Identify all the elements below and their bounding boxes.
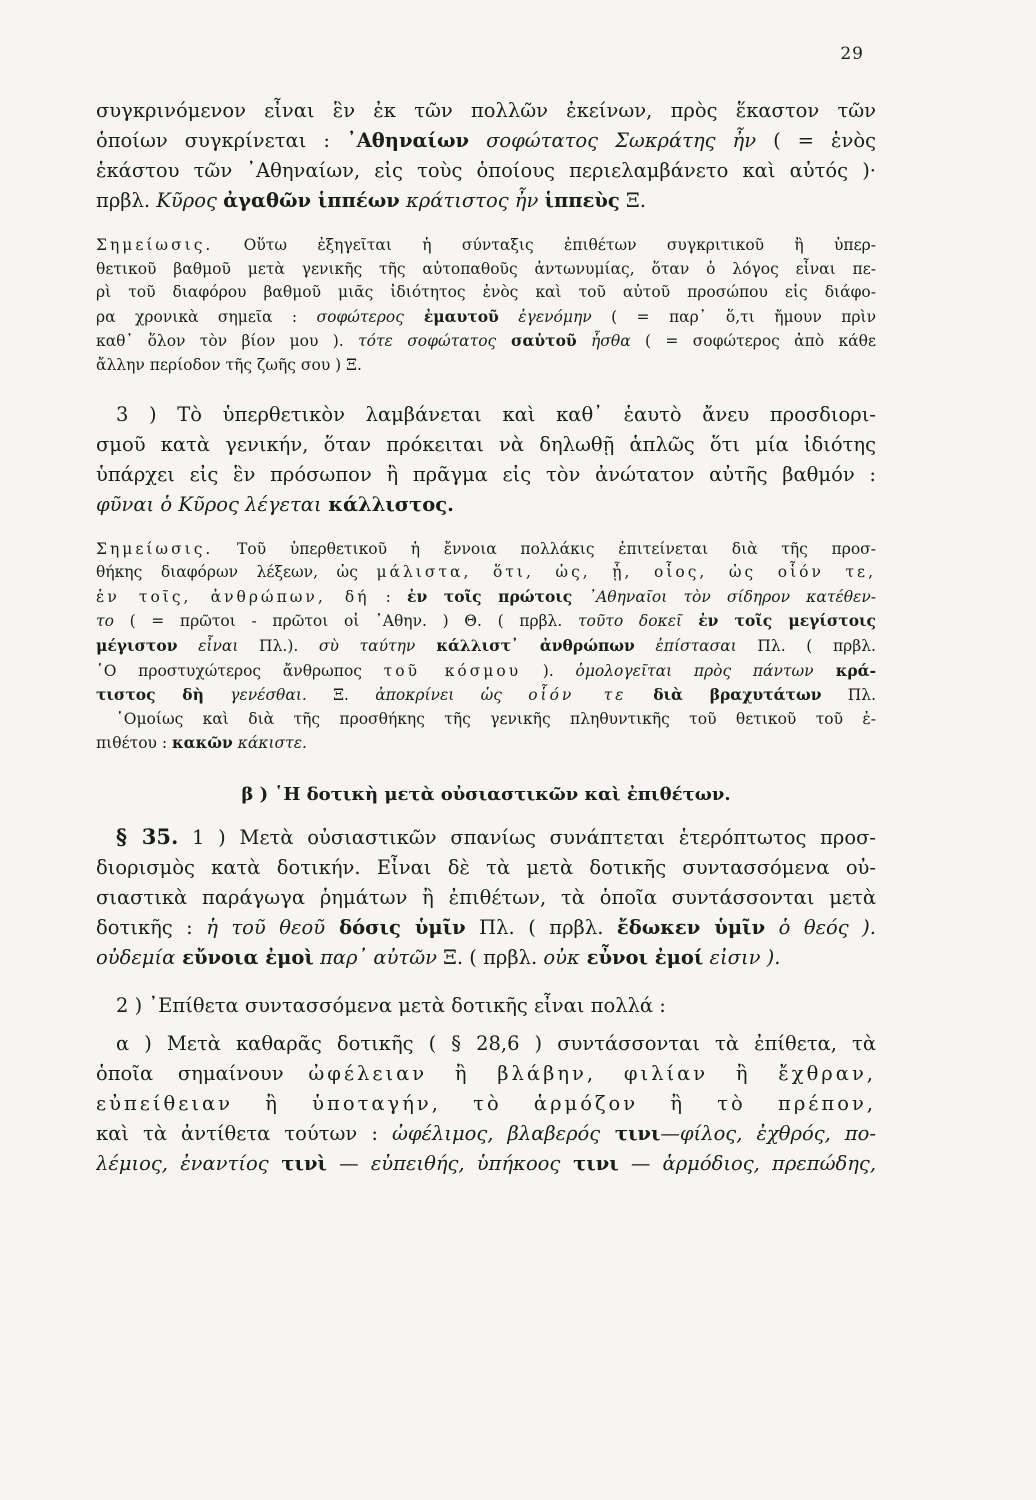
note-label: Σημείωσις. [96, 236, 214, 254]
text-line: δοτικῆς : ἡ τοῦ θεοῦ δόσις ὑμῖν Πλ. ( πρβλ. ἔδωκεν ὑμῖν ὁ θεός ). [96, 915, 876, 939]
text-line: § 35. 1 ) Μετὰ οὐσιαστικῶν σπανίως συνάπτεται ἑτερόπτωτος προσ- [116, 823, 876, 849]
text-line: μέγιστον εἶναι Πλ.). σὺ ταύτην κάλλιστ᾿ ἀνθρώπων ἐπίστασαι Πλ. ( πρβλ. [96, 635, 876, 655]
paragraph-comparative [96, 96, 876, 216]
note-intensifiers [96, 538, 876, 756]
text-line: Σημείωσις. Οὕτω ἐξηγεῖται ἡ σύνταξις ἐπιθέτων συγκριτικοῦ ἢ ὑπερ- [96, 236, 876, 254]
note-reflexive [96, 234, 876, 378]
text-line: Σημείωσις. Τοῦ ὑπερθετικοῦ ἡ ἔννοια πολλάκις ἐπιτείνεται διὰ τῆς προσ- [96, 539, 876, 558]
body-text [96, 96, 876, 1179]
text-line: σιαστικὰ παράγωγα ῥημάτων ἢ ἐπιθέτων, τὰ ὁποῖα συντάσσονται μετὰ [96, 885, 876, 909]
text-line: συγκρινόμενον εἶναι ἓν ἐκ τῶν πολλῶν ἐκείνων, πρὸς ἕκαστον τῶν [96, 99, 876, 122]
section-number: § 35. [116, 823, 179, 849]
text-line: ὑπάρχει εἰς ἓν πρόσωπον ἢ πρᾶγμα εἰς τὸν ἀνώτατον αὐτῆς βαθμόν : [96, 462, 876, 486]
section-heading: β ) ῾Η δοτικὴ μετὰ οὐσιαστικῶν καὶ ἐπιθέτων. [241, 783, 731, 805]
text-line: λέμιος, ἐναντίος τινὶ — εὐπειθής, ὑπήκοος τινι — ἁρμόδιος, πρεπώδης, [96, 1151, 876, 1175]
text-line: ῾Ο προστυχώτερος ἄνθρωπος τοῦ κόσμου ). ὁμολογεῖται πρὸς πάντων κρά- [96, 660, 876, 680]
text-line: το ( = πρῶτοι - πρῶτοι οἱ ᾿Αθην. ) Θ. ( πρβλ. τοῦτο δοκεῖ ἐν τοῖς μεγίστοις [96, 611, 876, 631]
text-line: α ) Μετὰ καθαρᾶς δοτικῆς ( § 28,6 ) συντάσσονται τὰ ἐπίθετα, τὰ [116, 1031, 876, 1055]
section-35 [96, 822, 876, 973]
text-line: εὐπείθειαν ἢ ὑποταγήν, τὸ ἁρμόζον ἢ τὸ πρέπον, [96, 1091, 876, 1115]
paragraph-alpha [96, 1029, 876, 1179]
text-line: 2 ) ᾿Επίθετα συντασσόμενα μετὰ δοτικῆς εἶναι πολλά : [116, 993, 666, 1017]
text-line: ἐν τοῖς, ἀνθρώπων, δή : ἐν τοῖς πρώτοις ᾿Αθηναῖοι τὸν σίδηρον κατέθεν- [96, 586, 876, 606]
text-line: ρὶ τοῦ διαφόρου βαθμοῦ μιᾶς ἰδιότητος ἑνὸς καὶ τοῦ αὐτοῦ προσώπου εἰς διάφο- [96, 283, 876, 302]
text-line: τιστος δὴ γενέσθαι. Ξ. ἀποκρίνει ὡς οἷόν τε διὰ βραχυτάτων Πλ. [96, 685, 876, 705]
text-line: πρβλ. Κῦρος ἀγαθῶν ἱππέων κράτιστος ἦν ἱππεὺς Ξ. [96, 189, 646, 212]
paragraph-superlative [96, 400, 876, 520]
text-line: καὶ τὰ ἀντίθετα τούτων : ὠφέλιμος, βλαβερός τινι—φίλος, ἐχθρός, πο- [96, 1121, 876, 1145]
text-line: ῾Ομοίως καὶ διὰ τῆς προσθήκης τῆς γενικῆς πληθυντικῆς τοῦ θετικοῦ τοῦ ἐ- [116, 709, 876, 728]
text-line: φῦναι ὁ Κῦρος λέγεται κάλλιστος. [96, 492, 454, 516]
text-line: ἄλλην περίοδον τῆς ζωῆς σου ) Ξ. [96, 355, 362, 374]
text-line: θήκης διαφόρων λέξεων, ὡς μάλιστα, ὅτι, ὡς, ᾗ, οἷος, ὡς οἷόν τε, [96, 563, 876, 582]
text-line: οὐδεμία εὔνοια ἐμοὶ παρ᾿ αὐτῶν Ξ. ( πρβλ. οὐκ εὖνοι ἐμοί εἰσιν ). [96, 945, 781, 969]
text-line: ἑκάστου τῶν ᾿Αθηναίων, εἰς τοὺς ὁποίους περιελαμβάνετο καὶ αὐτός )· [96, 159, 876, 182]
text-line: ρα χρονικὰ σημεῖα : σοφώτερος ἐμαυτοῦ ἐγενόμην ( = παρ᾿ ὅ,τι ἤμουν πρὶν [96, 306, 876, 326]
text-line: ὁποῖα σημαίνουν ὠφέλειαν ἢ βλάβην, φιλίαν ἢ ἔχθραν, [96, 1061, 876, 1085]
text-line: διορισμὸς κατὰ δοτικήν. Εἶναι δὲ τὰ μετὰ δοτικῆς συντασσόμενα οὐ- [96, 855, 876, 879]
page-number: 29 [840, 44, 864, 64]
paragraph-adjectives [96, 991, 876, 1021]
text-line: 3 ) Τὸ ὑπερθετικὸν λαμβάνεται καὶ καθ᾿ ἑαυτὸ ἄνευ προσδιορι- [116, 402, 876, 426]
note-label: Σημείωσις. [96, 539, 214, 558]
text-line: σμοῦ κατὰ γενικήν, ὅταν πρόκειται νὰ δηλωθῇ ἁπλῶς ὅτι μία ἰδιότης [96, 432, 876, 456]
text-line: καθ᾿ ὅλον τὸν βίον μου ). τότε σοφώτατος σαὑτοῦ ἦσθα ( = σοφώτερος ἀπὸ κάθε [96, 331, 876, 351]
text-line: πιθέτου : κακῶν κάκιστε. [96, 733, 307, 753]
text-line: ὁποίων συγκρίνεται : ᾿Αθηναίων σοφώτατος Σωκράτης ἦν ( = ἑνὸς [96, 129, 876, 152]
text-line: θετικοῦ βαθμοῦ μετὰ γενικῆς τῆς αὐτοπαθοῦς ἀντωνυμίας, ὅταν ὁ λόγος εἶναι πε- [96, 259, 876, 278]
